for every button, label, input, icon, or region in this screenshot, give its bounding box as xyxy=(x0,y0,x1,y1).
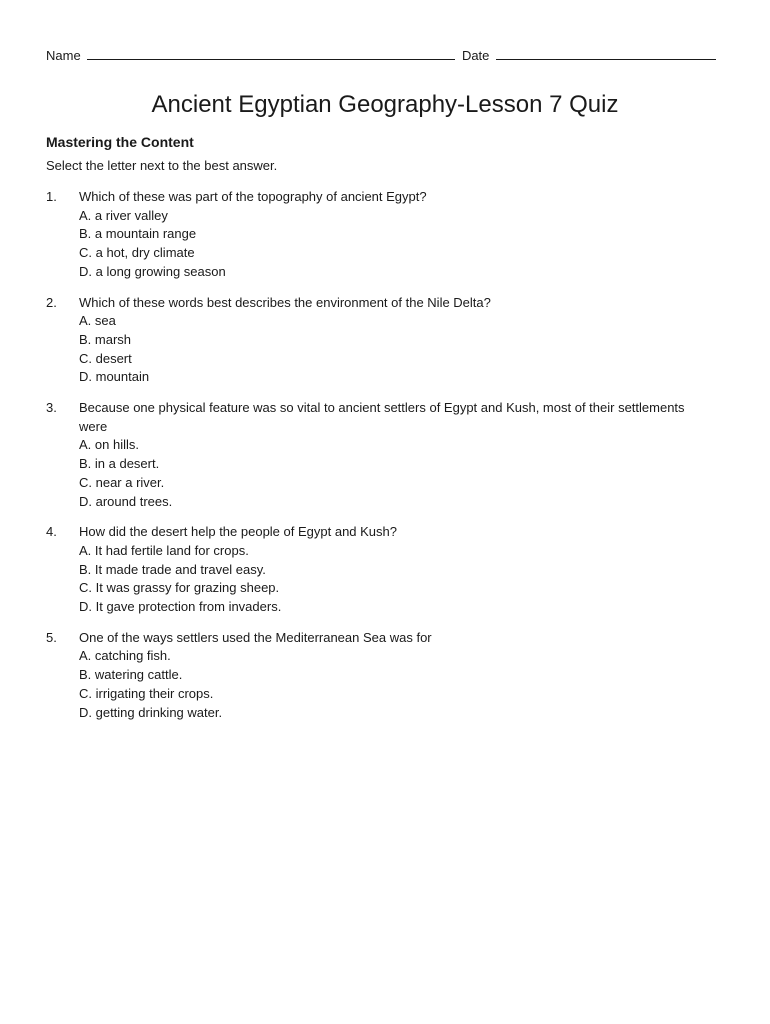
date-blank-line[interactable] xyxy=(496,46,716,60)
choice-d[interactable]: D. a long growing season xyxy=(79,263,226,279)
question-1 xyxy=(46,188,716,282)
name-blank-line[interactable] xyxy=(87,46,455,60)
question-number: 5. xyxy=(46,629,57,645)
choice-d[interactable]: D. getting drinking water. xyxy=(79,704,223,720)
question-2 xyxy=(46,294,716,388)
name-label: Name xyxy=(46,48,81,63)
question-number: 4. xyxy=(46,524,57,540)
question-number: 3. xyxy=(46,400,57,416)
choice-list xyxy=(79,647,716,722)
choice-a[interactable]: A. catching fish. xyxy=(79,648,171,664)
choice-c[interactable]: C. It was grassy for grazing sheep. xyxy=(79,580,280,596)
choice-list xyxy=(79,436,716,511)
choice-a[interactable]: A. It had fertile land for crops. xyxy=(79,542,249,558)
choice-c[interactable]: C. irrigating their crops. xyxy=(79,685,214,701)
question-text: Which of these words best describes the environment of the Nile Delta? xyxy=(79,294,491,310)
choice-b[interactable]: B. a mountain range xyxy=(79,226,197,242)
section-heading: Mastering the Content xyxy=(46,134,194,150)
header-fields xyxy=(46,46,716,65)
choice-d[interactable]: D. It gave protection from invaders. xyxy=(79,599,282,615)
instructions: Select the letter next to the best answer. xyxy=(46,158,278,173)
choice-d[interactable]: D. mountain xyxy=(79,369,150,385)
choice-b[interactable]: B. marsh xyxy=(79,331,132,347)
choice-c[interactable]: C. near a river. xyxy=(79,474,165,490)
choice-a[interactable]: A. a river valley xyxy=(79,207,168,223)
choice-d[interactable]: D. around trees. xyxy=(79,493,173,509)
choice-list xyxy=(79,312,716,387)
question-text: Because one physical feature was so vital to ancient settlers of Egypt and Kush, most of their settlements were xyxy=(79,400,685,434)
choice-list xyxy=(79,207,716,282)
choice-list xyxy=(79,542,716,617)
question-number: 1. xyxy=(46,189,57,204)
question-text: How did the desert help the people of Egypt and Kush? xyxy=(79,524,397,540)
page-title: Ancient Egyptian Geography-Lesson 7 Quiz xyxy=(151,91,619,118)
question-5 xyxy=(46,629,716,723)
question-text: One of the ways settlers used the Mediterranean Sea was for xyxy=(79,629,432,645)
question-3 xyxy=(46,399,716,511)
choice-a[interactable]: A. on hills. xyxy=(79,437,139,453)
question-text: Which of these was part of the topography of ancient Egypt? xyxy=(79,189,427,204)
question-number: 2. xyxy=(46,294,57,310)
choice-c[interactable]: C. desert xyxy=(79,350,132,366)
choice-b[interactable]: B. watering cattle. xyxy=(79,667,183,683)
date-label: Date xyxy=(461,48,490,63)
choice-c[interactable]: C. a hot, dry climate xyxy=(79,245,195,261)
question-list xyxy=(46,188,716,734)
choice-a[interactable]: A. sea xyxy=(79,313,116,329)
choice-b[interactable]: B. in a desert. xyxy=(79,456,160,472)
choice-b[interactable]: B. It made trade and travel easy. xyxy=(79,561,266,577)
question-4 xyxy=(46,523,716,617)
